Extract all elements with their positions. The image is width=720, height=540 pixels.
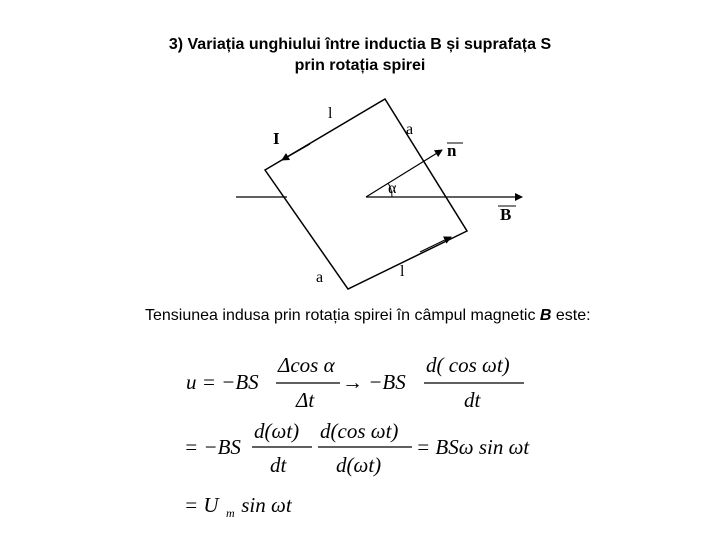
- corner-label-bottom: a: [316, 269, 324, 286]
- eq3-prefix: = U: [184, 493, 219, 517]
- statement-field-symbol: B: [539, 307, 552, 324]
- corner-label-top: a: [406, 121, 414, 138]
- loop-rectangle: [265, 99, 467, 289]
- current-arrow-bottom: [420, 237, 451, 252]
- eq2-frac1-denominator: dt: [270, 453, 287, 477]
- eq2-result: = BSω sin ωt: [416, 435, 530, 459]
- eq2-lhs: = −BS: [184, 435, 241, 459]
- eq1-frac1-denominator: Δt: [296, 388, 315, 412]
- induced-voltage-statement: [145, 306, 591, 326]
- side-label-top: l: [328, 105, 333, 122]
- rotating-loop-diagram: [230, 90, 530, 290]
- eq2-frac1-numerator: d(ωt): [254, 419, 300, 443]
- eq1-frac2-numerator: d( cos ωt): [426, 353, 510, 377]
- statement-suffix: este:: [551, 307, 591, 324]
- equations-block: [180, 350, 560, 530]
- eq1-frac2-denominator: dt: [464, 388, 481, 412]
- side-label-bottom: l: [400, 263, 405, 280]
- angle-label: α: [388, 180, 397, 197]
- statement-text: Tensiunea indusa prin rotația spirei în câmpul magnetic: [145, 307, 540, 324]
- current-label: I: [273, 129, 280, 148]
- eq1-frac1-numerator: Δcos α: [278, 353, 335, 377]
- eq1-lhs: u = −BS: [186, 370, 259, 394]
- eq3-suffix: sin ωt: [236, 493, 292, 517]
- eq3-subscript: m: [226, 506, 235, 520]
- eq1-arrow-term: → −BS: [342, 370, 406, 394]
- eq2-frac2-numerator: d(cos ωt): [320, 419, 399, 443]
- field-vector-label: B: [500, 205, 512, 224]
- eq2-frac2-denominator: d(ωt): [336, 453, 382, 477]
- current-arrow-top: [282, 144, 310, 160]
- slide-title-line-2: prin rotația spirei: [294, 57, 426, 74]
- normal-vector-label: n: [447, 141, 457, 160]
- slide-title-line-1: 3) Variația unghiului între inductia B și suprafața S: [168, 36, 552, 53]
